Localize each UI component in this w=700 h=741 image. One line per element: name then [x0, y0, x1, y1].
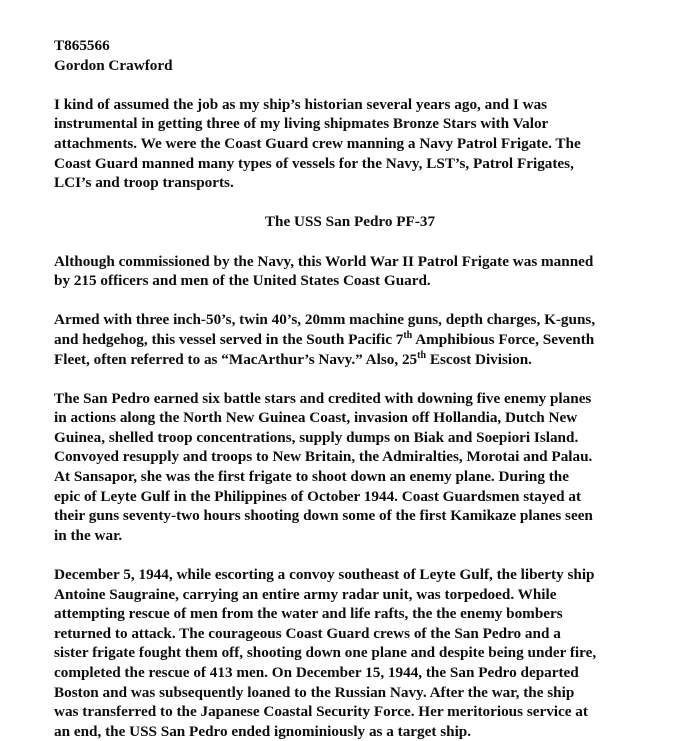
- text-line: At Sansapor, she was the first frigate to shoot down an enemy plane. During the: [54, 468, 569, 486]
- text-line: [54, 350, 686, 370]
- text-line: Antoine Saugraine, carrying an entire army radar unit, was torpedoed. While: [54, 585, 557, 603]
- text-line: their guns seventy-two hours shooting down some of the first Kamikaze planes seen: [54, 507, 593, 525]
- text-line: Convoyed resupply and troops to New Britain, the Admiralties, Morotai and Palau.: [54, 448, 593, 466]
- text-line: an end, the USS San Pedro ended ignominiously as a target ship.: [54, 722, 472, 740]
- armament-paragraph: [54, 310, 686, 369]
- text-line: The San Pedro earned six battle stars and credited with downing five enemy planes: [54, 389, 592, 407]
- battle-paragraph: [54, 389, 686, 546]
- document-title: The USS San Pedro PF-37: [264, 213, 436, 231]
- text-segment: Fleet, often referred to as “MacArthur’s Navy.” Also, 25: [54, 350, 418, 368]
- intro-paragraph: [54, 95, 686, 193]
- text-line: Armed with three inch-50’s, twin 40’s, 20mm machine guns, depth charges, K-guns,: [54, 311, 596, 329]
- text-segment: and hedgehog, this vessel served in the South Pacific 7: [54, 330, 404, 348]
- text-line: [54, 330, 686, 350]
- rescue-paragraph: [54, 565, 686, 741]
- text-line: epic of Leyte Gulf in the Philippines of October 1944. Coast Guardsmen stayed at: [54, 487, 582, 505]
- text-line: in actions along the North New Guinea Coast, invasion off Hollandia, Dutch New: [54, 409, 578, 427]
- text-line: Guinea, shelled troop concentrations, supply dumps on Biak and Soepiori Island.: [54, 428, 579, 446]
- commission-paragraph: [54, 252, 686, 291]
- text-line: LCI’s and troop transports.: [54, 174, 234, 192]
- text-line: Coast Guard manned many types of vessels for the Navy, LST’s, Patrol Frigates,: [54, 154, 574, 172]
- superscript: th: [403, 329, 413, 341]
- text-segment: Escost Division.: [426, 350, 532, 368]
- text-line: I kind of assumed the job as my ship’s historian several years ago, and I was: [54, 95, 548, 113]
- text-line: December 5, 1944, while escorting a convoy southeast of Leyte Gulf, the liberty ship: [54, 566, 595, 584]
- text-line: completed the rescue of 413 men. On December 15, 1944, the San Pedro departed: [54, 664, 579, 681]
- text-line: attachments. We were the Coast Guard crew manning a Navy Patrol Frigate. The: [54, 134, 581, 152]
- text-line: Although commissioned by the Navy, this World War II Patrol Frigate was manned: [54, 252, 594, 270]
- document-id: T865566: [54, 37, 110, 54]
- text-line: returned to attack. The courageous Coast Guard crews of the San Pedro and a: [54, 624, 561, 642]
- text-line: sister frigate fought them off, shooting down one plane and despite being under fire,: [54, 644, 597, 662]
- text-line: in the war.: [54, 526, 123, 544]
- spacer: [54, 193, 686, 213]
- spacer: [54, 75, 686, 95]
- author-name: Gordon Crawford: [54, 56, 173, 74]
- superscript: th: [417, 349, 427, 361]
- spacer: [54, 232, 686, 252]
- text-line: attempting rescue of men from the water and life rafts, the the enemy bombers: [54, 605, 563, 623]
- text-line: instrumental in getting three of my living shipmates Bronze Stars with Valor: [54, 115, 549, 133]
- text-line: by 215 officers and men of the United States Coast Guard.: [54, 272, 431, 290]
- spacer: [54, 545, 686, 565]
- text-segment: Amphibious Force, Seventh: [412, 330, 595, 348]
- spacer: [54, 369, 686, 389]
- text-line: was transferred to the Japanese Coastal Security Force. Her meritorious service at: [54, 703, 588, 721]
- text-line: Boston and was subsequently loaned to the Russian Navy. After the war, the ship: [54, 683, 575, 701]
- spacer: [54, 291, 686, 311]
